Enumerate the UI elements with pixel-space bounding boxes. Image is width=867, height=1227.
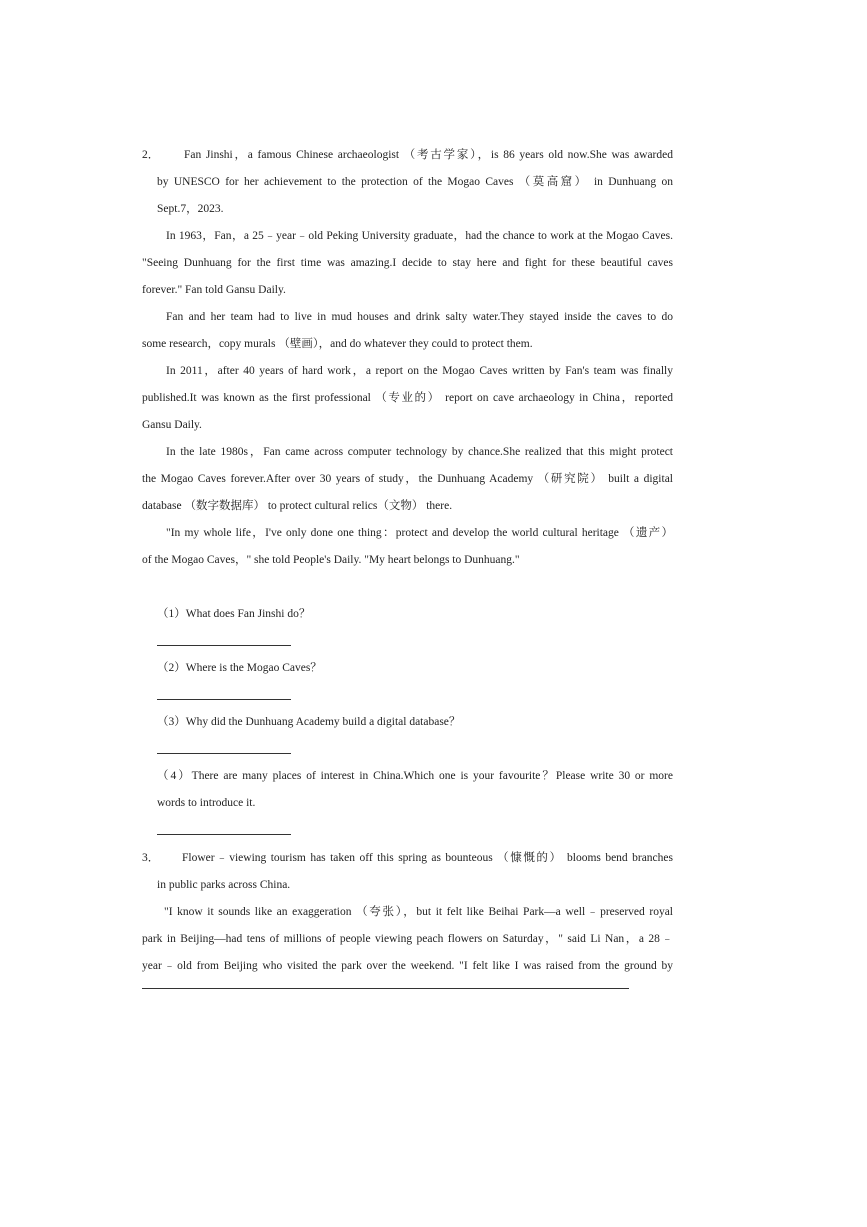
passage-line: park in Beijing—had tens of millions of people viewing peach flowers on Saturday，" said Li Nan，a 28﹣: [142, 933, 673, 945]
page-bottom-rule: [142, 988, 629, 989]
passage-line: "I know it sounds like an exaggeration （夸张），but it felt like Beihai Park—a well﹣preserved royal: [164, 906, 673, 918]
passage-line: by UNESCO for her achievement to the protection of the Mogao Caves （莫高窟） in Dunhuang on: [157, 176, 673, 188]
passage-line: In the late 1980s，Fan came across computer technology by chance.She realized that this might protect: [166, 446, 673, 458]
answer-blank[interactable]: [157, 699, 291, 700]
question-number: 2．: [142, 149, 160, 161]
question-item: （2）Where is the Mogao Caves？: [157, 662, 322, 674]
question-item: （3）Why did the Dunhuang Academy build a digital database？: [157, 716, 461, 728]
passage-line: Flower﹣viewing tourism has taken off this spring as bounteous （慷慨的） blooms bend branches: [182, 852, 673, 864]
answer-blank[interactable]: [157, 753, 291, 754]
passage-line: forever." Fan told Gansu Daily.: [142, 284, 286, 296]
passage-line: Gansu Daily.: [142, 419, 202, 431]
passage-line: In 1963，Fan，a 25﹣year﹣old Peking University graduate，had the chance to work at the Mogao Caves.: [166, 230, 673, 242]
passage-line: Fan Jinshi，a famous Chinese archaeologist （考古学家），is 86 years old now.She was awarded: [184, 149, 673, 161]
passage-line: In 2011，after 40 years of hard work，a report on the Mogao Caves written by Fan's team was finally: [166, 365, 673, 377]
answer-blank[interactable]: [157, 834, 291, 835]
question-number: 3．: [142, 852, 160, 864]
question-item: words to introduce it.: [157, 797, 256, 809]
passage-line: year﹣old from Beijing who visited the park over the weekend. "I felt like I was raised from the ground by: [142, 960, 673, 972]
answer-blank[interactable]: [157, 645, 291, 646]
passage-line: published.It was known as the first professional （专业的） report on cave archaeology in China，reported: [142, 392, 673, 404]
passage-line: some research，copy murals （壁画），and do whatever they could to protect them.: [142, 338, 533, 350]
passage-line: database （数字数据库） to protect cultural relics（文物） there.: [142, 500, 453, 512]
passage-line: of the Mogao Caves，" she told People's Daily. "My heart belongs to Dunhuang.": [142, 554, 520, 566]
question-item: （1）What does Fan Jinshi do？: [157, 608, 311, 620]
passage-line: "Seeing Dunhuang for the first time was amazing.I decide to stay here and fight for these beautiful caves: [142, 257, 673, 269]
passage-line: the Mogao Caves forever.After over 30 years of study，the Dunhuang Academy （研究院） built a digital: [142, 473, 673, 485]
passage-line: in public parks across China.: [157, 879, 291, 891]
passage-line: Fan and her team had to live in mud houses and drink salty water.They stayed inside the caves to do: [166, 311, 673, 323]
question-item: （4）There are many places of interest in China.Which one is your favourite？Please write 30 or more: [157, 770, 673, 782]
passage-line: "In my whole life，I've only done one thing：protect and develop the world cultural heritage （遗产）: [166, 527, 673, 539]
passage-line: Sept.7，2023.: [157, 203, 224, 215]
